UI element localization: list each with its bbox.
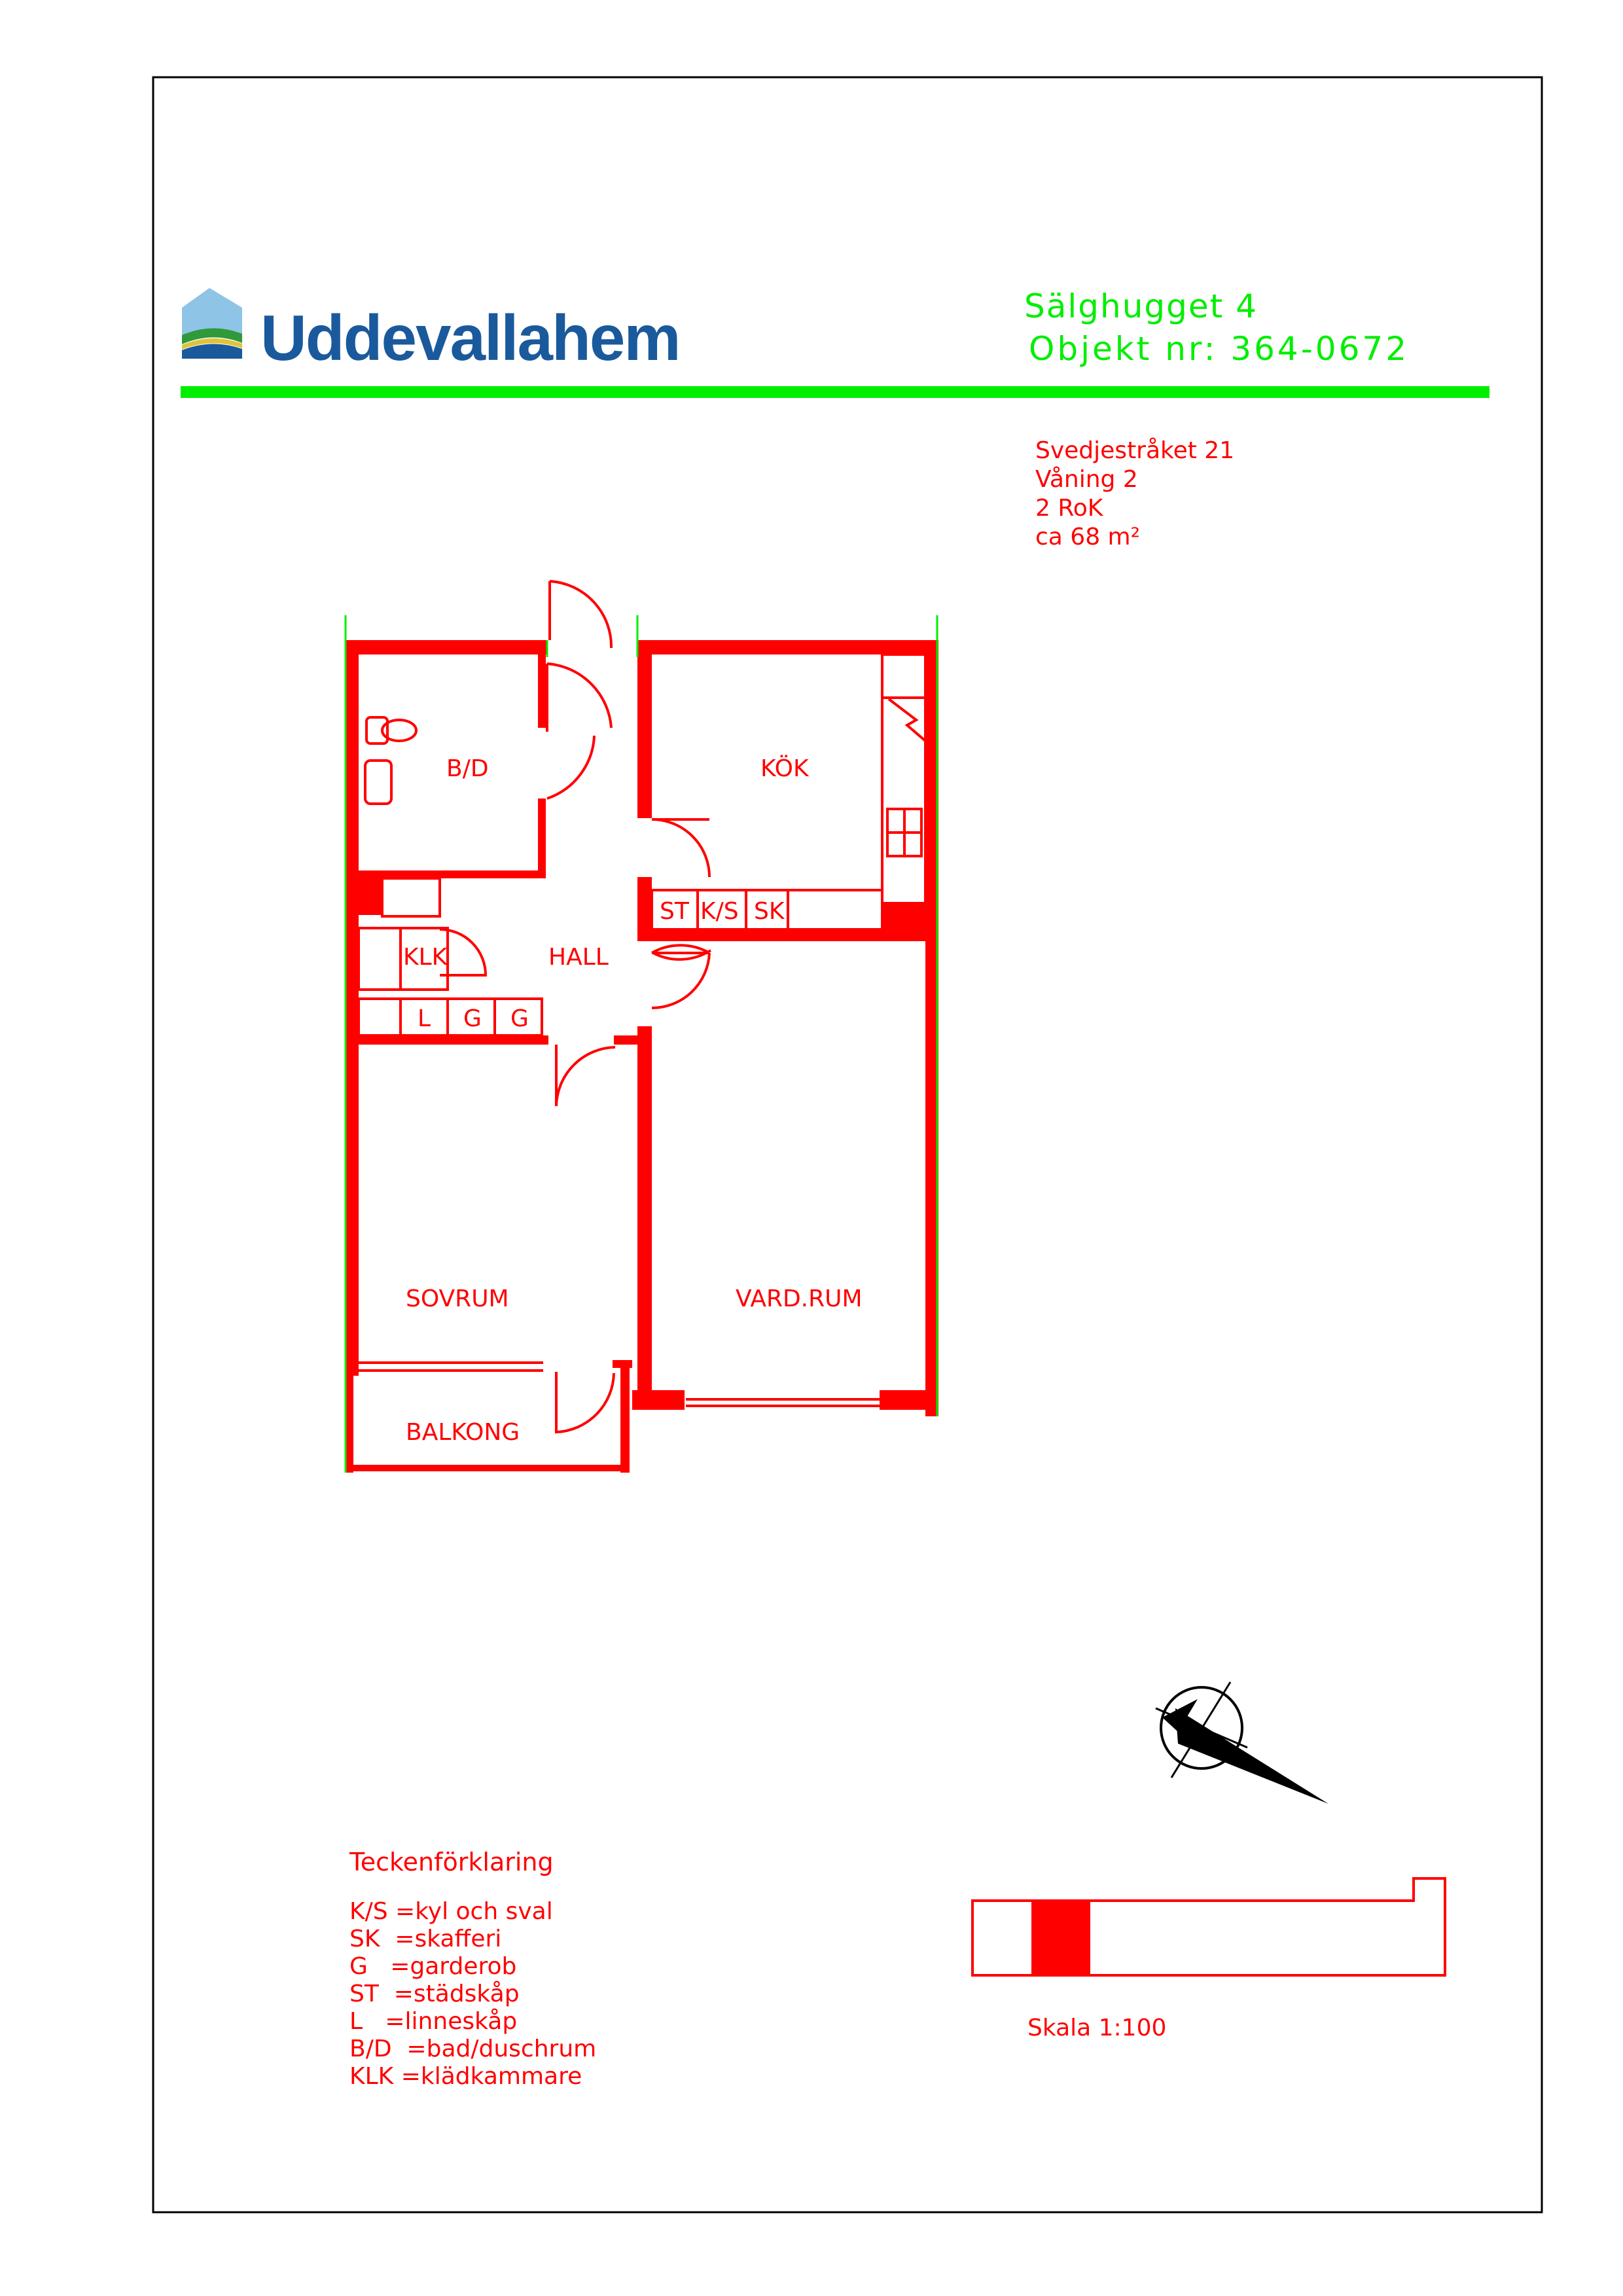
room-label-hall: HALL	[548, 944, 609, 971]
living-area: ca 68 m²	[1035, 524, 1141, 550]
room-label-living: VARD.RUM	[736, 1285, 863, 1312]
legend-title: Teckenförklaring	[349, 1848, 554, 1876]
room-label-kitchen: KÖK	[760, 755, 809, 782]
fixture-label-wardrobe-1: G	[463, 1005, 482, 1032]
header-rule	[181, 386, 1489, 398]
fixture-label-cleaning: ST	[660, 898, 689, 925]
logo-wordmark: Uddevallahem	[260, 302, 680, 374]
apartment-info	[1035, 437, 1234, 550]
logo-emblem	[182, 288, 242, 359]
walls	[346, 640, 938, 1473]
legend-item: ST =städskåp	[349, 1981, 520, 2007]
legend-item: SK =skafferi	[349, 1926, 502, 1952]
legend-item: KLK =klädkammare	[349, 2063, 582, 2090]
object-number: Objekt nr: 364-0672	[1029, 330, 1410, 368]
legend-list	[349, 1898, 596, 2090]
uddevallahem-logo	[182, 288, 679, 374]
legend-item: G =garderob	[349, 1953, 517, 1980]
property-name: Sälghugget 4	[1024, 287, 1258, 325]
room-labels	[403, 755, 863, 1446]
floor-level: Våning 2	[1035, 466, 1138, 493]
north-arrow-icon	[1156, 1682, 1329, 1804]
legend-item: L =linneskåp	[349, 2008, 518, 2035]
room-label-balcony: BALKONG	[406, 1419, 520, 1446]
scale-bar	[972, 1878, 1445, 1975]
floor-plan	[346, 581, 938, 1473]
address: Svedjestråket 21	[1035, 437, 1235, 464]
room-label-walk-in: KLK	[403, 944, 448, 971]
fixture-label-pantry: SK	[754, 898, 785, 925]
legend-item: B/D =bad/duschrum	[349, 2036, 597, 2062]
room-label-bath: B/D	[446, 755, 489, 782]
scale-label: Skala 1:100	[1027, 2015, 1167, 2041]
legend-item: K/S =kyl och sval	[349, 1898, 553, 1925]
fixture-label-linen: L	[418, 1005, 431, 1032]
fixture-label-fridge: K/S	[700, 898, 739, 925]
room-label-bedroom: SOVRUM	[406, 1285, 509, 1312]
apartment-type: 2 RoK	[1035, 495, 1103, 522]
fixture-label-wardrobe-2: G	[510, 1005, 529, 1032]
